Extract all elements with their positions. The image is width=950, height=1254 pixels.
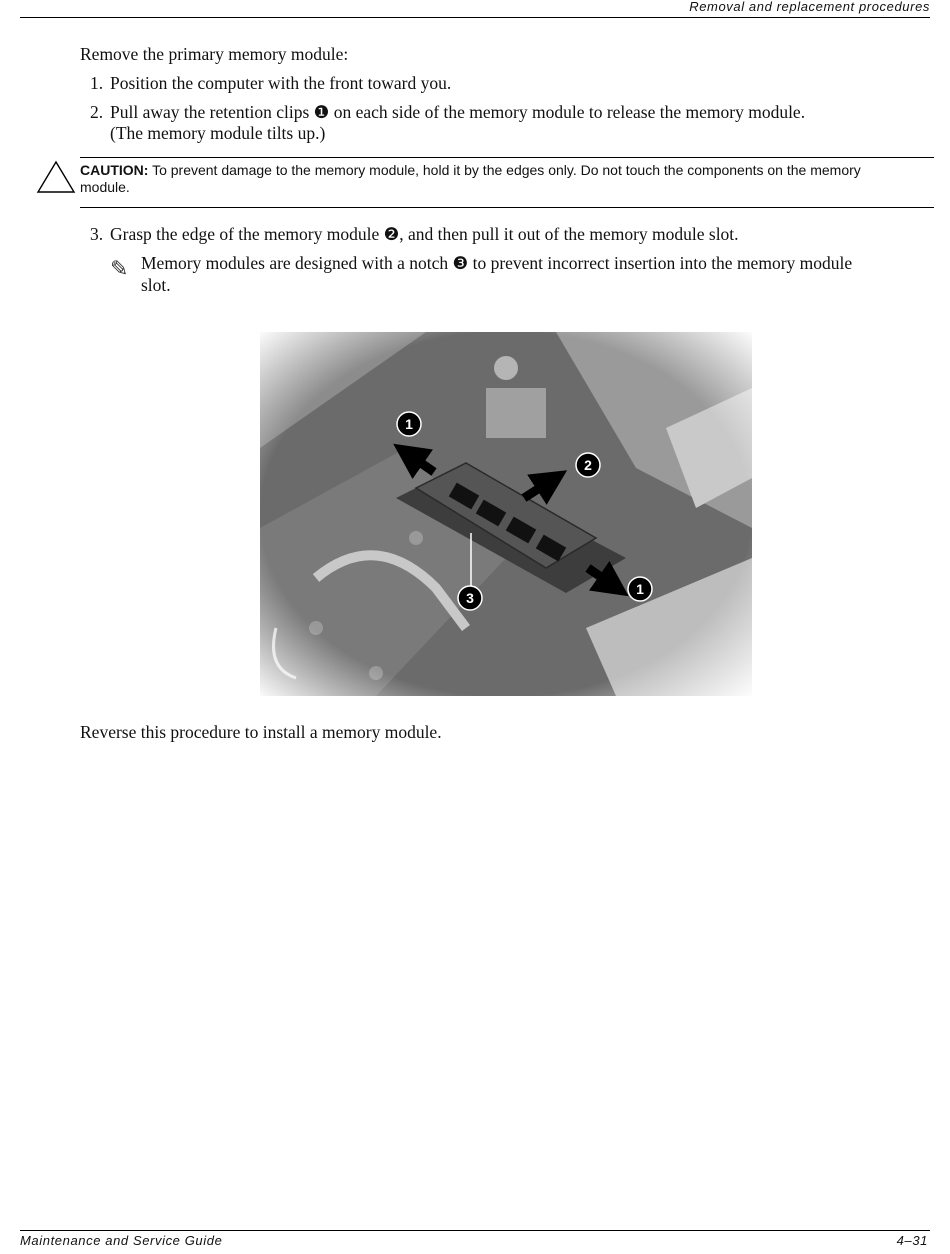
- note-pencil-icon: ✎: [110, 256, 129, 281]
- step-text: Position the computer with the front toward you.: [110, 73, 452, 93]
- caution-top-rule: [80, 157, 934, 158]
- step-1: [90, 73, 451, 94]
- intro-text: Remove the primary memory module:: [80, 44, 349, 64]
- caution-box: [80, 162, 880, 196]
- footer-rule: [20, 1230, 930, 1231]
- caution-bottom-rule: [80, 207, 934, 208]
- step-text: Grasp the edge of the memory module ❷, and then pull it out of the memory module slot.: [110, 224, 739, 244]
- header-rule: [20, 17, 930, 18]
- step-number: 3.: [90, 224, 104, 244]
- step-2: [90, 102, 805, 144]
- step-3: [90, 224, 739, 245]
- note-text: Memory modules are designed with a notch ❸ to prevent incorrect insertion into the memory module slot.: [141, 253, 853, 295]
- step-number: 2.: [90, 102, 104, 122]
- step-text: Pull away the retention clips ❶ on each side of the memory module to release the memory module.: [110, 102, 806, 122]
- step-number: 1.: [90, 73, 104, 93]
- memory-module-illustration: [256, 328, 756, 700]
- caution-icon: [36, 160, 76, 194]
- running-header: Removal and replacement procedures: [689, 0, 930, 14]
- step-continuation: (The memory module tilts up.): [110, 123, 326, 143]
- caution-label: CAUTION:: [80, 162, 149, 178]
- footer-guide-title: Maintenance and Service Guide: [20, 1233, 223, 1248]
- closing-text: Reverse this procedure to install a memory module.: [80, 722, 442, 742]
- caution-text: To prevent damage to the memory module, hold it by the edges only. Do not touch the components on the memory module.: [80, 162, 861, 195]
- footer-page-number: 4–31: [896, 1233, 928, 1248]
